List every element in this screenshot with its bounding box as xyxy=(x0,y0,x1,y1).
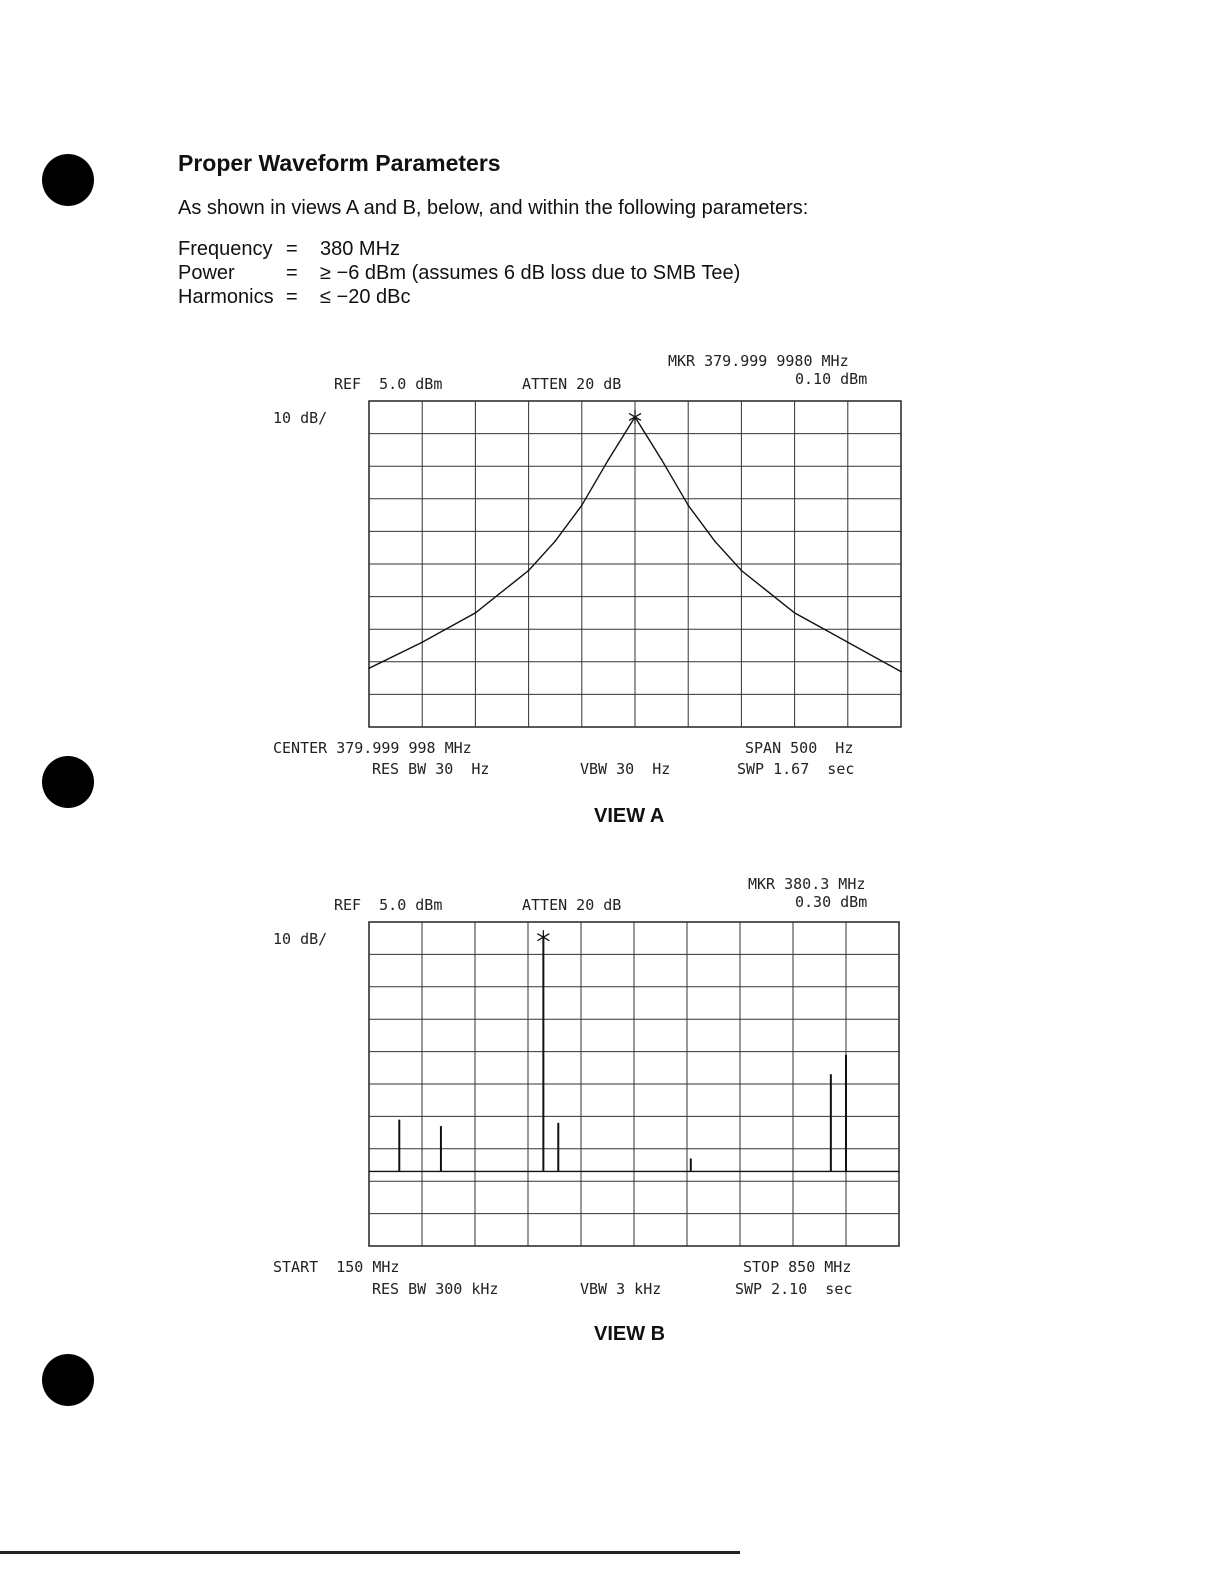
trace-point xyxy=(608,459,610,461)
view-a-center: CENTER 379.999 998 MHz xyxy=(273,739,472,757)
param-label: Power xyxy=(178,262,235,284)
param-sep: = xyxy=(286,286,298,308)
view-a-res-bw: RES BW 30 Hz xyxy=(372,760,490,778)
view-a-sweep: SWP 1.67 sec xyxy=(737,760,855,778)
binder-hole-top xyxy=(42,154,94,206)
trace-point xyxy=(661,459,663,461)
trace-point xyxy=(528,570,530,572)
view-b-label: VIEW B xyxy=(594,1323,666,1345)
view-b-res-bw: RES BW 300 kHz xyxy=(372,1280,499,1298)
view-a-marker-freq: MKR 379.999 9980 MHz xyxy=(668,352,849,370)
param-row-harmonics xyxy=(178,286,410,309)
view-a-span: SPAN 500 Hz xyxy=(745,739,854,757)
binder-hole-bottom xyxy=(42,1354,94,1406)
view-b-marker-amp: 0.30 dBm xyxy=(795,893,868,911)
param-value: 380 MHz xyxy=(320,238,401,260)
view-b-start: START 150 MHz xyxy=(273,1258,400,1276)
view-b-vbw: VBW 3 kHz xyxy=(580,1280,662,1298)
view-a-spectrum-plot xyxy=(368,400,902,728)
view-b-scale: 10 dB/ xyxy=(273,930,328,948)
bottom-rule xyxy=(0,1551,740,1554)
view-a-vbw: VBW 30 Hz xyxy=(580,760,671,778)
binder-hole-middle xyxy=(42,756,94,808)
param-sep: = xyxy=(286,238,298,260)
param-row-frequency xyxy=(178,238,400,261)
view-b-spectrum-plot xyxy=(368,921,900,1247)
trace-point xyxy=(554,540,556,542)
trace-point xyxy=(475,612,477,614)
trace-point xyxy=(581,505,583,507)
view-a-scale: 10 dB/ xyxy=(273,409,328,427)
trace-point xyxy=(368,668,370,670)
param-value: ≥ −6 dBm (assumes 6 dB loss due to SMB Tee) xyxy=(320,262,741,284)
view-a-atten: ATTEN 20 dB xyxy=(522,375,622,393)
trace-point xyxy=(421,641,423,643)
param-sep: = xyxy=(286,262,298,284)
view-a-marker-amp: 0.10 dBm xyxy=(795,370,868,388)
view-b-sweep: SWP 2.10 sec xyxy=(735,1280,853,1298)
intro-text: As shown in views A and B, below, and within the following parameters: xyxy=(178,197,809,219)
param-row-power xyxy=(178,262,740,285)
trace-point xyxy=(847,641,849,643)
param-label: Harmonics xyxy=(178,286,274,308)
view-b-ref: REF 5.0 dBm xyxy=(334,896,443,914)
trace-point xyxy=(687,505,689,507)
param-label: Frequency xyxy=(178,238,273,260)
trace-point xyxy=(900,671,902,673)
trace-point xyxy=(741,570,743,572)
section-heading: Proper Waveform Parameters xyxy=(178,150,501,176)
marker-asterisk xyxy=(629,410,641,424)
view-b-atten: ATTEN 20 dB xyxy=(522,896,622,914)
param-value: ≤ −20 dBc xyxy=(320,286,411,308)
view-a-label: VIEW A xyxy=(594,805,665,827)
view-a-ref: REF 5.0 dBm xyxy=(334,375,443,393)
view-b-stop: STOP 850 MHz xyxy=(743,1258,852,1276)
trace-point xyxy=(794,612,796,614)
marker-asterisk xyxy=(537,930,549,944)
view-b-marker-freq: MKR 380.3 MHz xyxy=(748,875,866,893)
trace-point xyxy=(714,540,716,542)
